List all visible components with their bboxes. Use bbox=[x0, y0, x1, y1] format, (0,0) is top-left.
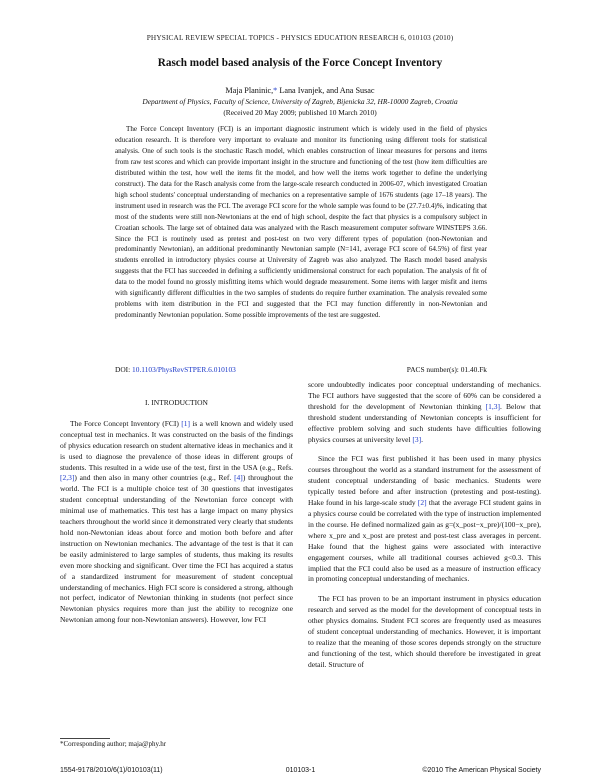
doi-link[interactable]: 10.1103/PhysRevSTPER.6.010103 bbox=[132, 365, 236, 374]
corresponding-author-marker[interactable]: * bbox=[273, 86, 278, 95]
citation-link[interactable]: [2,3] bbox=[60, 473, 75, 483]
text-run: . bbox=[421, 434, 423, 444]
text-run: The Force Concept Inventory (FCI) bbox=[70, 418, 182, 428]
footer-copyright: ©2010 The American Physical Society bbox=[422, 767, 541, 774]
footnote-rule bbox=[60, 738, 110, 739]
intro-paragraph-4: The FCI has proven to be an important instrument in physics education research and served as the model for the development of conceptual tests in other physics domains. Student FCI scores are frequently used as measures of student conceptual understanding of mechanics. However, it is important to realize that the meaning of those scores depends strongly on the structure and functioning of the test, which should therefore be investigated in great detail. Structure of bbox=[308, 594, 541, 669]
paper-title: Rasch model based analysis of the Force Concept Inventory bbox=[157, 57, 443, 69]
text-run: ) and then also in many other countries (e.g., Ref. bbox=[74, 473, 235, 483]
right-column bbox=[308, 380, 541, 671]
intro-paragraph-2 bbox=[308, 380, 541, 445]
author-rest: Lana Ivanjek, and Ana Susac bbox=[277, 86, 375, 95]
text-run: that the average FCI student gains in a physics course could be correlated with the type of instruction implemented in the course. He defined normalized gain as g=(x_post−x_pre)/(100−x_pre), where x_pre and x_post are pretest and post-test class averages in percent. Hake found that the highest gains were associated with interactive engagement courses, while all traditional courses achieved g<0.3. This implied that the FCI could also be used as a measure of instruction efficacy in promoting conceptual understanding of mechanics. bbox=[308, 498, 541, 584]
footnote: *Corresponding author; maja@phy.hr bbox=[60, 740, 167, 748]
doi-line bbox=[115, 365, 236, 374]
author-first: Maja Planinic, bbox=[225, 86, 274, 95]
text-run: Since the FCI was first published it has been used in many physics courses throughout the world as a standard instrument for the assessment of student conceptual understanding of basic mechanics. Students were typically tested before and after instruction (pretesting and post-testing). Hake found in his large-scale study bbox=[308, 454, 541, 508]
citation-link[interactable]: [1,3] bbox=[485, 401, 501, 411]
footer-page-number: 010103-1 bbox=[285, 767, 316, 774]
text-run: . Below that threshold student understanding of Newtonian concepts is insufficient for effective problem solving and such students have difficulties following physics courses at university level bbox=[308, 401, 542, 444]
affiliation: Department of Physics, Faculty of Science, University of Zagreb, Bijenicka 32, HR-10000 Zagreb, Croatia bbox=[142, 97, 458, 106]
pacs-numbers: PACS number(s): 01.40.Fk bbox=[406, 365, 487, 374]
text-run: ) throughout the world. The FCI is a multiple choice test of 30 questions that investigates student conceptual understanding of the Newtonian force concept with minimal use of mathematics. This test has a large impact on many physics teachers throughout the world since it demonstrated very clearly that students hold non-Newtonian ideas about force and motion both before and after instruction on Newtonian mechanics. The advantage of the test is that it can be easily administered to large samples of students, thus making its results even more shocking and significant. Over time the FCI has acquired a status of a standardized instrument for measurement of student conceptual understanding of mechanics. High FCI score is considered a strong, although not perfect, indicator of Newtonian thinking in students (not perfect since Newtonian physics requires more than just the ability to recognize one Newtonian among four non-Newtonian answers). However, low FCI bbox=[60, 473, 293, 625]
text-run: score undoubtedly indicates poor conceptual understanding of mechanics. The FCI authors have suggested that the score of 60% can be considered a threshold for the development of Newtonian thinking bbox=[308, 380, 541, 411]
citation-link[interactable]: [4] bbox=[234, 473, 243, 483]
citation-link[interactable]: [3] bbox=[412, 434, 422, 444]
intro-paragraph-1 bbox=[60, 419, 293, 626]
citation-link[interactable]: [2] bbox=[417, 498, 427, 508]
author-list bbox=[0, 86, 600, 95]
section-heading: I. INTRODUCTION bbox=[145, 398, 208, 407]
text-run: is a well known and widely used conceptual test in mechanics. It was constructed on the basis of the findings of physics education research on student alternative ideas in mechanics and it is used to diagnose the prevalence of those ideas in different groups of students. This resulted in a wide use of the test, first in the USA (e.g., Refs. bbox=[60, 418, 293, 472]
abstract: The Force Concept Inventory (FCI) is an important diagnostic instrument which is widely used in the field of physics education research. It is therefore very important to evaluate and monitor its functioning using different tools for statistical analysis. One of such tools is the stochastic Rasch model, which enables construction of linear measures for persons and items from raw test scores and which can provide important insight in the structure and functioning of the test (how item difficulties are distributed within the test, how well the items fit the model, and how well the items work together to define the underlying construct). The data for the Rasch analysis come from the large-scale research conducted in 2006-07, which investigated Croatian high school students' conceptual understanding of mechanics on a representative sample of 1676 students (age 17–18 years). The instrument used in research was the FCI. The average FCI score for the whole sample was found to be (27.7±0.4)%, indicating that most of the students were still non-Newtonians at the end of high school, despite the fact that physics is a compulsory subject in Croatian schools. The large set of obtained data was analyzed with the Rasch measurement computer software WINSTEPS 3.66. Since the FCI is routinely used as pretest and post-test on two very different types of population (non-Newtonian and predominantly Newtonian), an additional predominantly Newtonian sample (N=141, average FCI score of 64.5%) of first year students enrolled in introductory physics course at University of Zagreb was also analyzed. The Rasch model based analysis suggests that the FCI has succeeded in defining a sufficiently unidimensional construct for each population. The analysis of fit of data to the model found no grossly misfitting items which would degrade measurement. Some items with larger misfit and items with significantly different difficulties in the two samples of students do require further examination. The analysis revealed some problems with item distribution in the FCI and suggested that the FCI may function differently in non-Newtonian and predominantly Newtonian population. Some possible improvements of the test are suggested. bbox=[115, 125, 487, 320]
citation-link[interactable]: [1] bbox=[181, 418, 190, 428]
left-column bbox=[60, 380, 293, 626]
footer-issn: 1554-9178/2010/6(1)/010103(11) bbox=[60, 767, 163, 774]
received-dates: (Received 20 May 2009; published 10 March 2010) bbox=[223, 108, 377, 117]
journal-header: PHYSICAL REVIEW SPECIAL TOPICS - PHYSICS EDUCATION RESEARCH 6, 010103 (2010) bbox=[146, 33, 454, 42]
intro-paragraph-3 bbox=[308, 454, 541, 585]
doi-label: DOI: bbox=[115, 365, 133, 374]
